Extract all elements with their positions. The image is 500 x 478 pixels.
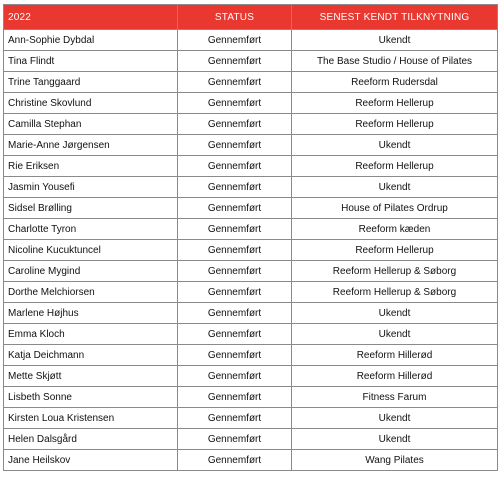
cell-status: Gennemført bbox=[178, 387, 292, 408]
cell-name: Lisbeth Sonne bbox=[4, 387, 178, 408]
cell-name: Camilla Stephan bbox=[4, 114, 178, 135]
cell-affiliation: Reeform kæden bbox=[292, 219, 498, 240]
cell-affiliation: Reeform Hellerup & Søborg bbox=[292, 282, 498, 303]
cell-status: Gennemført bbox=[178, 261, 292, 282]
table-row bbox=[4, 387, 498, 408]
cell-name: Marlene Højhus bbox=[4, 303, 178, 324]
cell-name: Helen Dalsgård bbox=[4, 429, 178, 450]
cell-affiliation: Reeform Hellerup bbox=[292, 93, 498, 114]
cell-affiliation: Ukendt bbox=[292, 429, 498, 450]
cell-status: Gennemført bbox=[178, 177, 292, 198]
table-row bbox=[4, 135, 498, 156]
cell-name: Mette Skjøtt bbox=[4, 366, 178, 387]
table-row bbox=[4, 219, 498, 240]
header-year: 2022 bbox=[4, 5, 178, 30]
graduates-table bbox=[3, 4, 498, 471]
cell-name: Rie Eriksen bbox=[4, 156, 178, 177]
table-row bbox=[4, 261, 498, 282]
cell-name: Charlotte Tyron bbox=[4, 219, 178, 240]
table-row bbox=[4, 324, 498, 345]
cell-status: Gennemført bbox=[178, 366, 292, 387]
table-row bbox=[4, 282, 498, 303]
cell-status: Gennemført bbox=[178, 240, 292, 261]
table-row bbox=[4, 72, 498, 93]
cell-affiliation: Ukendt bbox=[292, 177, 498, 198]
table-row bbox=[4, 366, 498, 387]
table-row bbox=[4, 345, 498, 366]
table-row bbox=[4, 156, 498, 177]
table-row bbox=[4, 408, 498, 429]
cell-affiliation: Reeform Hellerup bbox=[292, 156, 498, 177]
cell-status: Gennemført bbox=[178, 198, 292, 219]
cell-affiliation: Reeform Hellerup bbox=[292, 240, 498, 261]
header-row bbox=[4, 5, 498, 30]
cell-name: Caroline Mygind bbox=[4, 261, 178, 282]
cell-affiliation: Reeform Rudersdal bbox=[292, 72, 498, 93]
table-row bbox=[4, 51, 498, 72]
cell-name: Nicoline Kucuktuncel bbox=[4, 240, 178, 261]
cell-affiliation: Reeform Hellerup & Søborg bbox=[292, 261, 498, 282]
header-status: STATUS bbox=[178, 5, 292, 30]
cell-affiliation: Reeform Hillerød bbox=[292, 345, 498, 366]
cell-status: Gennemført bbox=[178, 324, 292, 345]
table-row bbox=[4, 450, 498, 471]
cell-status: Gennemført bbox=[178, 51, 292, 72]
cell-name: Jane Heilskov bbox=[4, 450, 178, 471]
cell-name: Marie-Anne Jørgensen bbox=[4, 135, 178, 156]
table-row bbox=[4, 240, 498, 261]
cell-name: Sidsel Brølling bbox=[4, 198, 178, 219]
table-row bbox=[4, 303, 498, 324]
cell-status: Gennemført bbox=[178, 408, 292, 429]
cell-affiliation: Fitness Farum bbox=[292, 387, 498, 408]
cell-affiliation: House of Pilates Ordrup bbox=[292, 198, 498, 219]
cell-name: Dorthe Melchiorsen bbox=[4, 282, 178, 303]
cell-status: Gennemført bbox=[178, 114, 292, 135]
cell-affiliation: Ukendt bbox=[292, 30, 498, 51]
cell-status: Gennemført bbox=[178, 429, 292, 450]
cell-name: Kirsten Loua Kristensen bbox=[4, 408, 178, 429]
table-header bbox=[4, 5, 498, 30]
cell-name: Tina Flindt bbox=[4, 51, 178, 72]
cell-affiliation: The Base Studio / House of Pilates bbox=[292, 51, 498, 72]
table-row bbox=[4, 177, 498, 198]
cell-status: Gennemført bbox=[178, 135, 292, 156]
document-table-wrapper bbox=[3, 4, 497, 471]
cell-status: Gennemført bbox=[178, 72, 292, 93]
cell-status: Gennemført bbox=[178, 450, 292, 471]
cell-status: Gennemført bbox=[178, 93, 292, 114]
cell-status: Gennemført bbox=[178, 30, 292, 51]
table-row bbox=[4, 93, 498, 114]
cell-status: Gennemført bbox=[178, 282, 292, 303]
cell-status: Gennemført bbox=[178, 219, 292, 240]
cell-name: Katja Deichmann bbox=[4, 345, 178, 366]
cell-affiliation: Ukendt bbox=[292, 408, 498, 429]
cell-name: Jasmin Yousefi bbox=[4, 177, 178, 198]
cell-status: Gennemført bbox=[178, 156, 292, 177]
cell-affiliation: Ukendt bbox=[292, 324, 498, 345]
cell-name: Christine Skovlund bbox=[4, 93, 178, 114]
table-body bbox=[4, 30, 498, 471]
table-row bbox=[4, 198, 498, 219]
table-row bbox=[4, 30, 498, 51]
cell-name: Emma Kloch bbox=[4, 324, 178, 345]
table-row bbox=[4, 114, 498, 135]
cell-name: Ann-Sophie Dybdal bbox=[4, 30, 178, 51]
cell-status: Gennemført bbox=[178, 303, 292, 324]
cell-affiliation: Reeform Hellerup bbox=[292, 114, 498, 135]
cell-affiliation: Wang Pilates bbox=[292, 450, 498, 471]
cell-affiliation: Ukendt bbox=[292, 303, 498, 324]
cell-name: Trine Tanggaard bbox=[4, 72, 178, 93]
cell-affiliation: Reeform Hillerød bbox=[292, 366, 498, 387]
cell-status: Gennemført bbox=[178, 345, 292, 366]
table-row bbox=[4, 429, 498, 450]
header-affiliation: SENEST KENDT TILKNYTNING bbox=[292, 5, 498, 30]
cell-affiliation: Ukendt bbox=[292, 135, 498, 156]
